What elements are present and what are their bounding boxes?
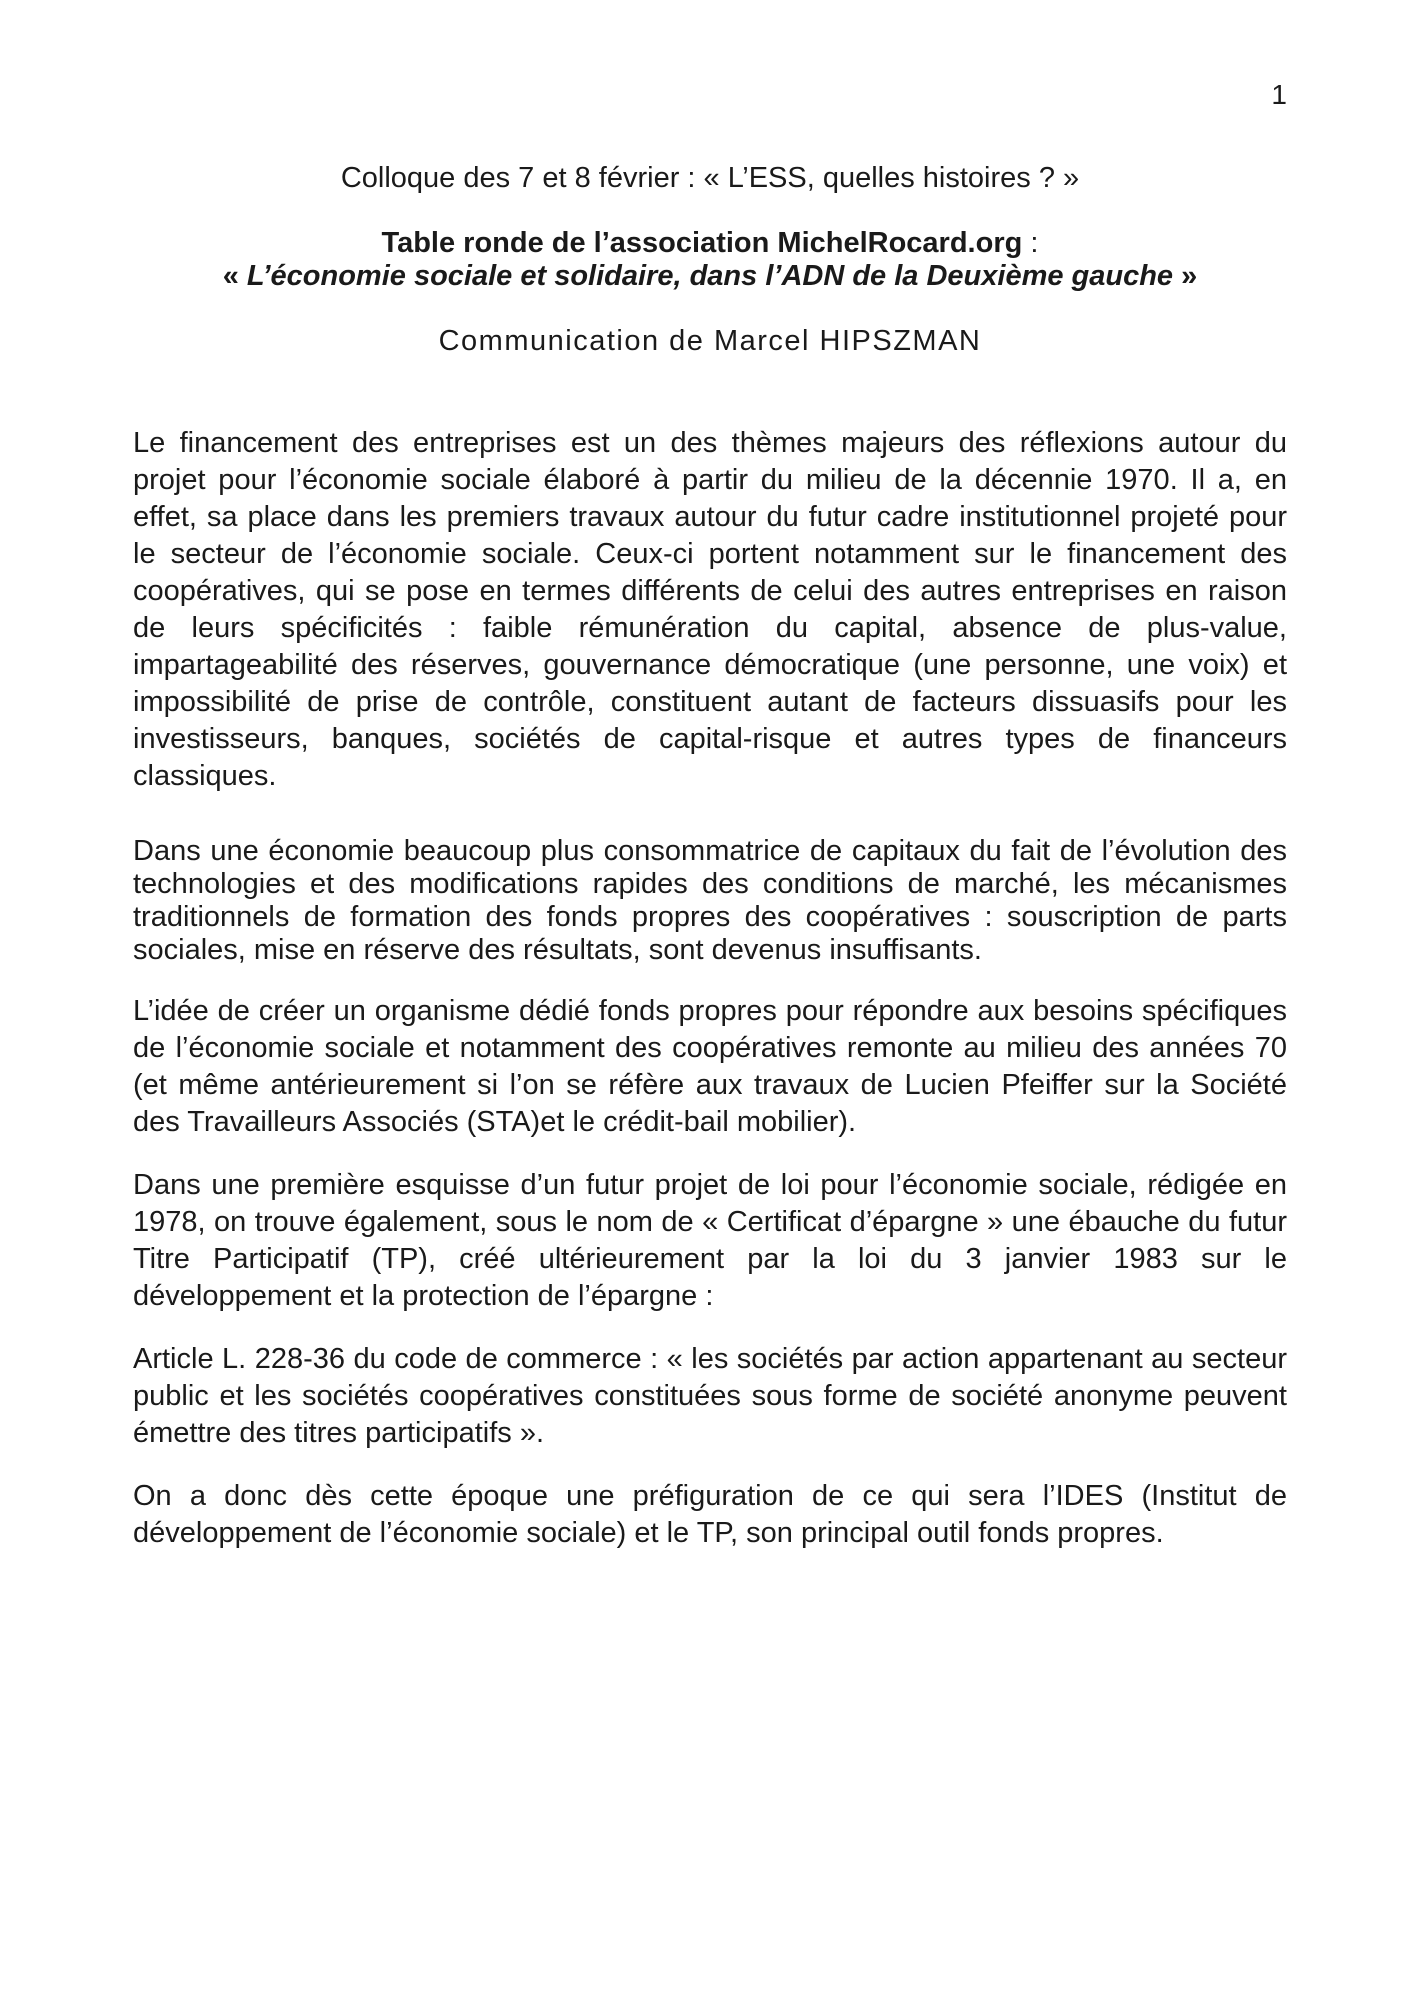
paragraph-article-l228-36: Article L. 228-36 du code de commerce : « les sociétés par action appartenant au secteur public et les sociétés coopératives constituées sous forme de société anonyme peuvent émettre des titres participatifs ». [133, 1343, 1287, 1449]
colloque-title: Colloque des 7 et 8 février : « L’ESS, quelles histoires ? » [340, 162, 1080, 194]
paragraph-economie-capitaux: Dans une économie beaucoup plus consommatrice de capitaux du fait de l’évolution des technologies et des modifications rapides des conditions de marché, les mécanismes traditionnels de formation des fonds propres des coopératives : souscription de parts sociales, mise en réserve des résultats, sont devenus insuffisants. [133, 835, 1287, 966]
page-number: 1 [1271, 79, 1287, 110]
document-body [133, 425, 1287, 1552]
table-ronde-colon: : [1022, 227, 1039, 259]
subtitle-close-guillemet: » [1173, 260, 1198, 292]
subtitle-open-guillemet: « [222, 260, 247, 292]
paragraph-premiere-esquisse: Dans une première esquisse d’un futur projet de loi pour l’économie sociale, rédigée en 1978, on trouve également, sous le nom de « Certificat d’épargne » une ébauche du futur Titre Participatif (TP), créé ultérieurement par la loi du 3 janvier 1983 sur le développement et la protection de l’épargne : [133, 1169, 1287, 1312]
table-ronde-heading-line1 [133, 227, 1287, 260]
table-ronde-subtitle: L’économie sociale et solidaire, dans l’ADN de la Deuxième gauche [246, 260, 1174, 292]
communication-author-line: Communication de Marcel HIPSZMAN [438, 325, 982, 357]
paragraph-financement: Le financement des entreprises est un des thèmes majeurs des réflexions autour du projet pour l’économie sociale élaboré à partir du milieu de la décennie 1970. Il a, en effet, sa place dans les premiers travaux autour du futur cadre institutionnel projeté pour le secteur de l’économie sociale. Ceux-ci portent notamment sur le financement des coopératives, qui se pose en termes différents de celui des autres entreprises en raison de leurs spécificités : faible rémunération du capital, absence de plus-value, impartageabilité des réserves, gouvernance démocratique (une personne, une voix) et impossibilité de prise de contrôle, constituent autant de facteurs dissuasifs pour les investisseurs, banques, sociétés de capital-risque et autres types de financeurs classiques. [133, 427, 1287, 792]
paragraph-prefiguration-ides: On a donc dès cette époque une préfiguration de ce qui sera l’IDES (Institut de développement de l’économie sociale) et le TP, son principal outil fonds propres. [133, 1480, 1287, 1549]
table-ronde-heading [133, 227, 1287, 293]
table-ronde-heading-line2 [133, 260, 1287, 293]
paragraph-idee-organisme: L’idée de créer un organisme dédié fonds propres pour répondre aux besoins spécifiques de l’économie sociale et notamment des coopératives remonte au milieu des années 70 (et même antérieurement si l’on se réfère aux travaux de Lucien Pfeiffer sur la Société des Travailleurs Associés (STA)et le crédit-bail mobilier). [133, 995, 1287, 1138]
table-ronde-title: Table ronde de l’association MichelRocard.org [381, 227, 1023, 259]
